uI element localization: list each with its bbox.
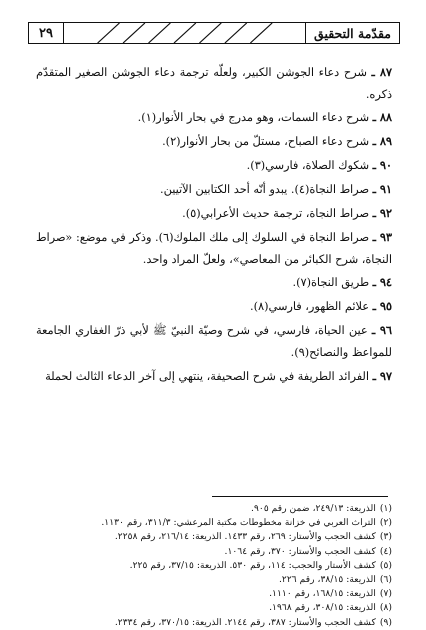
footnote-4 [36,545,392,559]
entry-91 [36,179,392,201]
footnote-text: كشف الحجب والأستار: ٢٦٩، رقم ١٤٣٣. الذريعة: ٢١٦/١٤، رقم ٢٢٥٨. [114,531,376,543]
entry-text: شرح دعاء السمات، وهو مدرج في بحار الأنوار(١). [137,111,373,125]
footnote-text: الذريعة: ١٦٨/١٥، رقم ١١١٠. [269,588,376,600]
footnote-number: (٢) [379,517,392,529]
entry-number: ٩٥ ـ [372,299,392,314]
entry-87 [36,62,392,105]
entry-text: شكوك الصلاة، فارسي(٣). [246,159,373,173]
entry-90 [36,155,392,177]
entry-number: ٩٣ ـ [372,229,392,244]
entry-text: طريق النجاة(٧). [292,276,373,290]
footnote-number: (٧) [379,588,392,600]
entry-number: ٩١ ـ [372,182,392,197]
entry-text: صراط النجاة، ترجمة حديث الأعرابي(٥). [182,207,373,221]
page-number: ٢٩ [29,23,64,43]
footnote-8 [36,601,392,615]
entry-97 [36,366,392,388]
footnote-text: كشف الحجب والأستار: ٣٧٠، رقم ١٠٦٤. [224,545,376,557]
entry-number: ٩٠ ـ [372,158,392,173]
footnote-5 [36,559,392,573]
entry-number: ٩٦ ـ [371,323,392,338]
entry-text: شرح دعاء الصباح، مستلّ من بحار الأنوار(٢). [162,135,373,149]
page-header [28,22,400,44]
footnote-number: (٣) [379,531,392,543]
footnote-number: (١) [379,503,392,514]
footnote-number: (٩) [379,616,392,628]
footnote-2 [36,516,392,530]
entry-text: الفرائد الطريفة في شرح الصحيفة، ينتهي إلى آخر الدعاء الثالث لحملة [45,369,373,383]
entry-text: شرح دعاء الجوشن الكبير، ولعلّه ترجمة دعاء الجوشن الصغير المتقدّم ذكره. [36,66,392,101]
entry-text: علائم الظهور، فارسي(٨). [250,300,373,314]
entry-number: ٨٧ ـ [371,65,392,79]
footnote-number: (٦) [379,574,392,586]
entry-94 [36,272,392,294]
footnote-text: الذريعة: ٣٠٨/١٥، رقم ١٩٦٨. [269,602,376,614]
footnote-number: (٤) [379,545,392,557]
entry-number: ٩٤ ـ [372,275,392,290]
footnote-text: كشف الحجب والأستار: ٣٨٧، رقم ٢١٤٤. الذريعة: ٣٧٠/١٥، رقم ٢٣٣٤. [114,616,376,628]
footnote-9 [36,616,392,630]
footnote-text: الذريعة: ٢٤٩/١٣، ضمن رقم ٩٠٥. [251,503,376,514]
footnote-text: الذريعة: ٣٨/١٥، رقم ٢٢٦. [279,574,376,586]
entry-text: عين الحياة، فارسي، في شرح وصيّة النبيّ ﷺ لأبي ذرّ الغفاري الجامعة للمواعظ والنصائح(٩). [36,324,392,359]
footnote-text: التراث العربي في خزانة مخطوطات مكتبة المرعشي: ٣١١/٣، رقم ١١٣٠. [101,517,376,529]
entry-95 [36,296,392,318]
entry-93 [36,227,392,270]
entry-number: ٩٧ ـ [372,368,392,383]
footnote-number: (٥) [379,559,392,571]
footnote-3 [36,530,392,544]
footnote-6 [36,573,392,587]
footnote-number: (٨) [379,602,392,614]
footnote-text: كشف الأستار والحجب: ١١٤، رقم ٥٣٠. الذريعة: ٣٧/١٥، رقم ٢٢٥. [129,559,376,571]
entry-number: ٨٨ ـ [372,110,392,125]
entry-88 [36,107,392,129]
footnote-7 [36,587,392,601]
entry-92 [36,203,392,225]
entry-text: صراط النجاة في السلوك إلى ملك الملوك(٦). وذكر في موضع: «صراط النجاة، شرح الكبائر من المعاصي»، ولعلّ المراد واحد. [36,230,392,266]
entry-number: ٩٢ ـ [372,206,392,221]
entry-number: ٨٩ ـ [372,134,392,149]
footnotes [36,502,392,630]
running-title: مقدّمة التحقيق [305,23,399,43]
entry-96 [36,320,392,363]
entry-89 [36,131,392,153]
footnote-divider [212,496,388,497]
footnote-1 [36,502,392,516]
main-text [36,62,392,390]
entry-text: صراط النجاة(٤). يبدو أنّه أحد الكتابين الآتيين. [160,183,373,197]
